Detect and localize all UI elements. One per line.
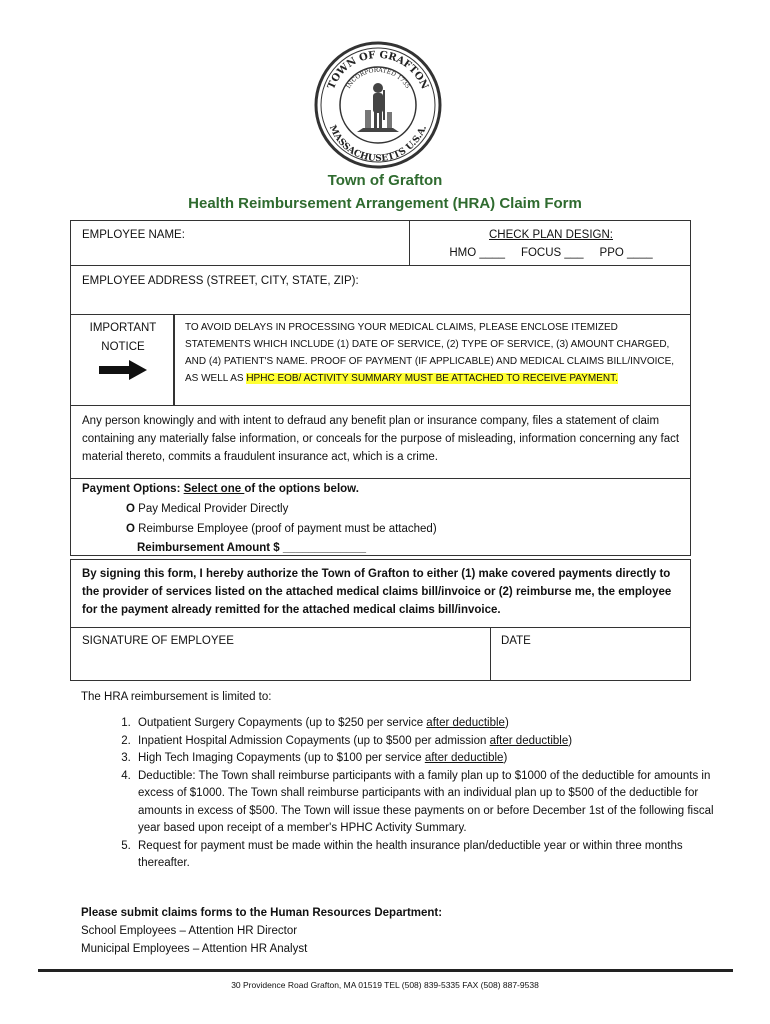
seal-inner-text: INCORPORATED 1735 bbox=[344, 66, 411, 90]
seal-top-text: TOWN OF GRAFTON bbox=[326, 49, 430, 91]
radio-icon: O bbox=[126, 523, 135, 535]
important-label: IMPORTANT bbox=[89, 322, 157, 334]
notice-label: NOTICE bbox=[101, 341, 145, 353]
authorization-box bbox=[70, 559, 691, 628]
limits-list bbox=[112, 715, 714, 873]
fraud-statement-box bbox=[70, 405, 691, 479]
plan-options: HMO ____ FOCUS ___ PPO ____ bbox=[449, 247, 653, 259]
signature-label: SIGNATURE OF EMPLOYEE bbox=[82, 635, 234, 647]
town-title: Town of Grafton bbox=[327, 172, 443, 189]
list-item: 2. Inpatient Hospital Admission Copayments (up to $500 per admission after deductible) bbox=[134, 733, 714, 751]
radio-icon: O bbox=[126, 503, 135, 515]
seal-figure bbox=[357, 83, 399, 132]
footer-address: 30 Providence Road Grafton, MA 01519 TEL (508) 839-5335 FAX (508) 887-9538 bbox=[231, 980, 539, 990]
list-item: 1. Outpatient Surgery Copayments (up to $250 per service after deductible) bbox=[134, 715, 714, 733]
list-item: 4. Deductible: The Town shall reimburse participants with a family plan up to $1000 of the deductible for amounts in excess of $1000. The Town shall reimburse participants with an individual plan up to $500 of the deductible for amounts in excess of $500. The Town will issue these payments on or before December 1st of the following fiscal year based upon receipt of a member's HPHC Activity Summary. bbox=[134, 768, 714, 838]
option-pay-provider[interactable]: O Pay Medical Provider Directly bbox=[126, 503, 289, 515]
notice-highlight: HPHC EOB/ ACTIVITY SUMMARY MUST BE ATTACHED TO RECEIVE PAYMENT. bbox=[246, 373, 618, 384]
check-plan-label: CHECK PLAN DESIGN: bbox=[489, 229, 613, 241]
employee-name-field[interactable] bbox=[70, 220, 410, 266]
right-arrow-icon bbox=[99, 360, 147, 380]
fraud-text: Any person knowingly and with intent to defraud any benefit plan or insurance company, files a statement of claim containing any materially false information, or conceals for the purpose of misleading, information concerning any fact material thereto, commits a fraudulent insurance act, which is a crime. bbox=[82, 415, 680, 463]
list-item: 5. Request for payment must be made within the health insurance plan/deductible year or within three months thereafter. bbox=[134, 838, 714, 873]
submit-municipal: Municipal Employees – Attention HR Analyst bbox=[81, 943, 308, 955]
employee-address-field[interactable] bbox=[70, 265, 691, 315]
seal-bottom-text: MASSACHUSETTS U.S.A. bbox=[326, 123, 430, 165]
footer-divider bbox=[38, 969, 733, 972]
date-label: DATE bbox=[501, 635, 531, 647]
address-label: EMPLOYEE ADDRESS (STREET, CITY, STATE, ZIP): bbox=[82, 275, 359, 287]
form-title: Health Reimbursement Arrangement (HRA) Claim Form bbox=[188, 195, 582, 212]
employee-name-label: EMPLOYEE NAME: bbox=[82, 229, 185, 241]
payment-options-box bbox=[70, 478, 691, 556]
important-notice-box bbox=[174, 314, 691, 406]
list-item: 3. High Tech Imaging Copayments (up to $100 per service after deductible) bbox=[134, 750, 714, 768]
date-field[interactable] bbox=[490, 627, 691, 681]
limits-intro: The HRA reimbursement is limited to: bbox=[81, 691, 272, 703]
submit-school: School Employees – Attention HR Director bbox=[81, 925, 298, 937]
town-seal bbox=[313, 40, 443, 170]
authorization-text: By signing this form, I hereby authorize the Town of Grafton to either (1) make covered payments directly to the provider of services listed on the attached medical claims bill/invoice or (2) reimburse me, the employee for the payment already remitted for the attached medical claims bill/invoice. bbox=[82, 568, 672, 616]
notice-text: TO AVOID DELAYS IN PROCESSING YOUR MEDICAL CLAIMS, PLEASE ENCLOSE ITEMIZED STATEMENTS WHICH INCLUDE (1) DATE OF SERVICE, (2) TYPE OF SERVICE, (3) AMOUNT CHARGED, AND (4) PATIENT'S NAME. PROOF OF PAYMENT (IF APPLICABLE) AND MEDICAL CLAIMS BILL/INVOICE, AS WELL AS HPHC EOB/ ACTIVITY SUMMARY MUST BE ATTACHED TO RECEIVE PAYMENT. bbox=[185, 322, 675, 384]
payment-options-heading: Payment Options: Select one of the options below. bbox=[82, 483, 359, 495]
plan-design-field[interactable] bbox=[409, 220, 691, 266]
submit-heading: Please submit claims forms to the Human Resources Department: bbox=[81, 907, 443, 919]
reimbursement-amount-field[interactable]: Reimbursement Amount $ _____________ bbox=[137, 542, 367, 554]
important-notice-label-box bbox=[70, 314, 174, 406]
option-reimburse-employee[interactable]: O Reimburse Employee (proof of payment must be attached) bbox=[126, 523, 437, 535]
signature-field[interactable] bbox=[70, 627, 491, 681]
